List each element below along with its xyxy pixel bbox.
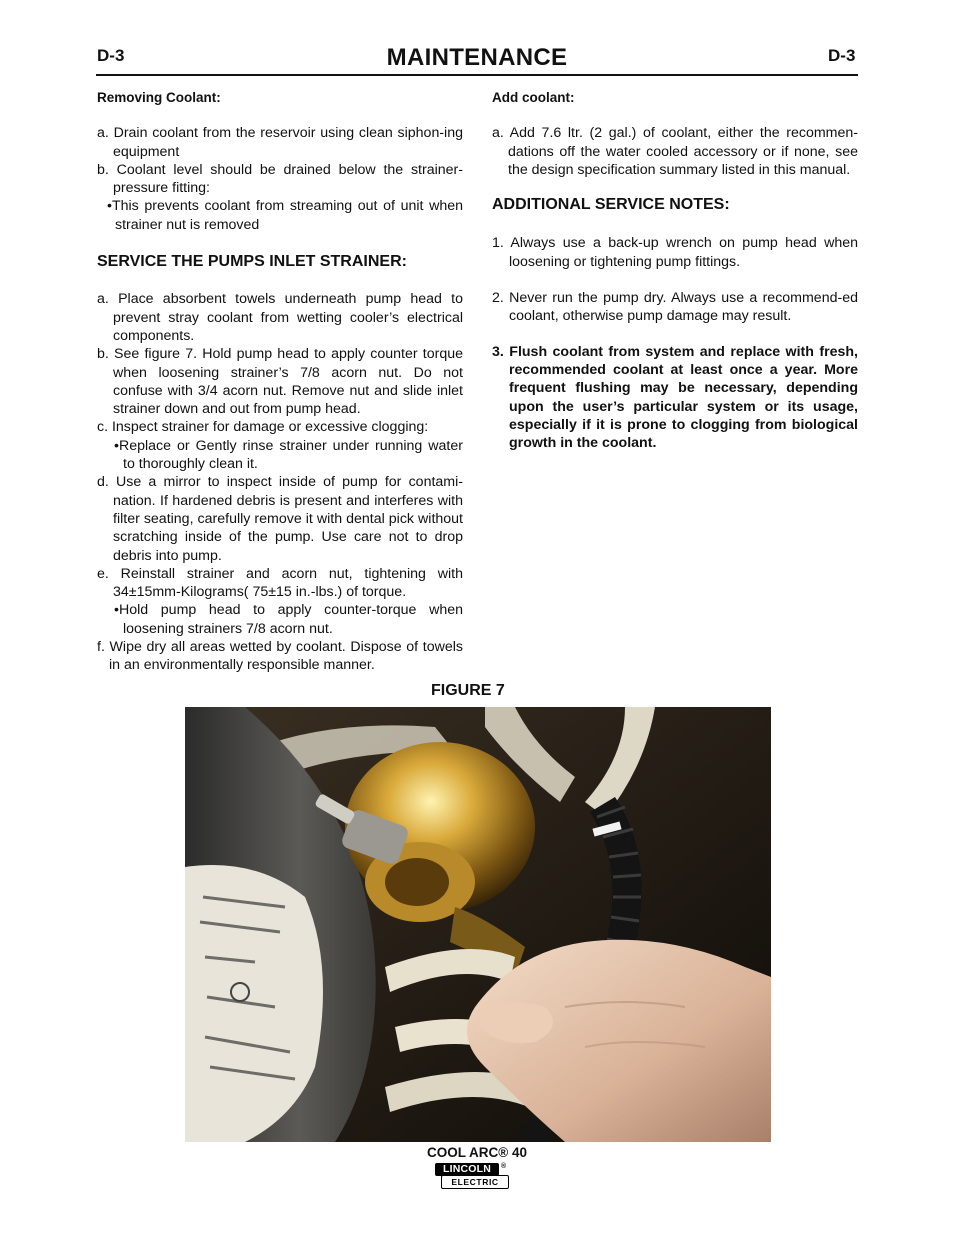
footer-model: COOL ARC® 40 (427, 1145, 527, 1160)
header-right-code: D-3 (828, 46, 856, 65)
service-note-3: 3. Flush coolant from system and replace with fresh, recommended coolant at least once a year. More frequent flushing may be necessary, depending upon the user’s particular system or its usage, especially if it is prone to clogging from biological growth in the coolant. (492, 343, 858, 452)
add-coolant-heading: Add coolant: (492, 90, 575, 105)
logo-registered-mark: ® (501, 1163, 507, 1170)
logo-bottom-text: ELECTRIC (441, 1175, 509, 1189)
strainer-bullet-e: •Hold pump head to apply counter-torque when loosening strainers 7/8 acorn nut. (114, 602, 463, 637)
strainer-item-e: e. Reinstall strainer and acorn nut, tightening with 34±15mm-Kilograms( 75±15 in.-lbs.) of torque. (97, 565, 463, 601)
header-rule (96, 74, 858, 76)
add-coolant-item-a: a. Add 7.6 ltr. (2 gal.) of coolant, either the recommen-dations off the water cooled accessory or if none, see the design specification summary listed in this manual. (492, 125, 858, 178)
service-note-1: 1. Always use a back-up wrench on pump head when loosening or tightening pump fittings. (492, 235, 858, 270)
lincoln-electric-logo (435, 1163, 509, 1190)
removing-coolant-item-b: b. Coolant level should be drained below the strainer-pressure fitting: (97, 161, 463, 197)
page-title: MAINTENANCE (386, 44, 568, 71)
strainer-item-c: c. Inspect strainer for damage or excessive clogging: (97, 419, 429, 436)
strainer-bullet-c: •Replace or Gently rinse strainer under running water to thoroughly clean it. (114, 437, 463, 473)
strainer-item-d: d. Use a mirror to inspect inside of pump for contami-nation. If hardened debris is present and interferes with filter seating, carefully remove it with dental pick without scratching inside of the pump. Use care not to drop debris into pump. (97, 474, 463, 564)
figure-photo (185, 707, 771, 1142)
removing-coolant-item-a: a. Drain coolant from the reservoir using clean siphon-ing equipment (97, 125, 463, 160)
service-notes-heading: ADDITIONAL SERVICE NOTES: (492, 196, 730, 214)
service-note-2: 2. Never run the pump dry. Always use a recommend-ed coolant, otherwise pump damage may result. (492, 290, 858, 325)
strainer-item-b: b. See figure 7. Hold pump head to apply counter torque when loosening strainer’s 7/8 acorn nut. Do not confuse with 3/4 acorn nut. Remove nut and slide inlet strainer down and out from pump head. (97, 346, 463, 418)
figure-label: FIGURE 7 (431, 682, 505, 699)
removing-coolant-heading: Removing Coolant: (97, 90, 221, 105)
service-strainer-heading: SERVICE THE PUMPS INLET STRAINER: (97, 253, 407, 271)
removing-coolant-bullet: •This prevents coolant from streaming out of unit when strainer nut is removed (107, 198, 463, 233)
right-column (492, 89, 858, 452)
left-column (97, 89, 463, 675)
strainer-item-f: f. Wipe dry all areas wetted by coolant. Dispose of towels in an environmentally responsible manner. (97, 639, 463, 674)
header-left-code: D-3 (97, 46, 125, 65)
logo-top-text: LINCOLN (435, 1163, 499, 1176)
strainer-item-a: a. Place absorbent towels underneath pump head to prevent stray coolant from wetting cooler’s electrical components. (97, 291, 463, 344)
